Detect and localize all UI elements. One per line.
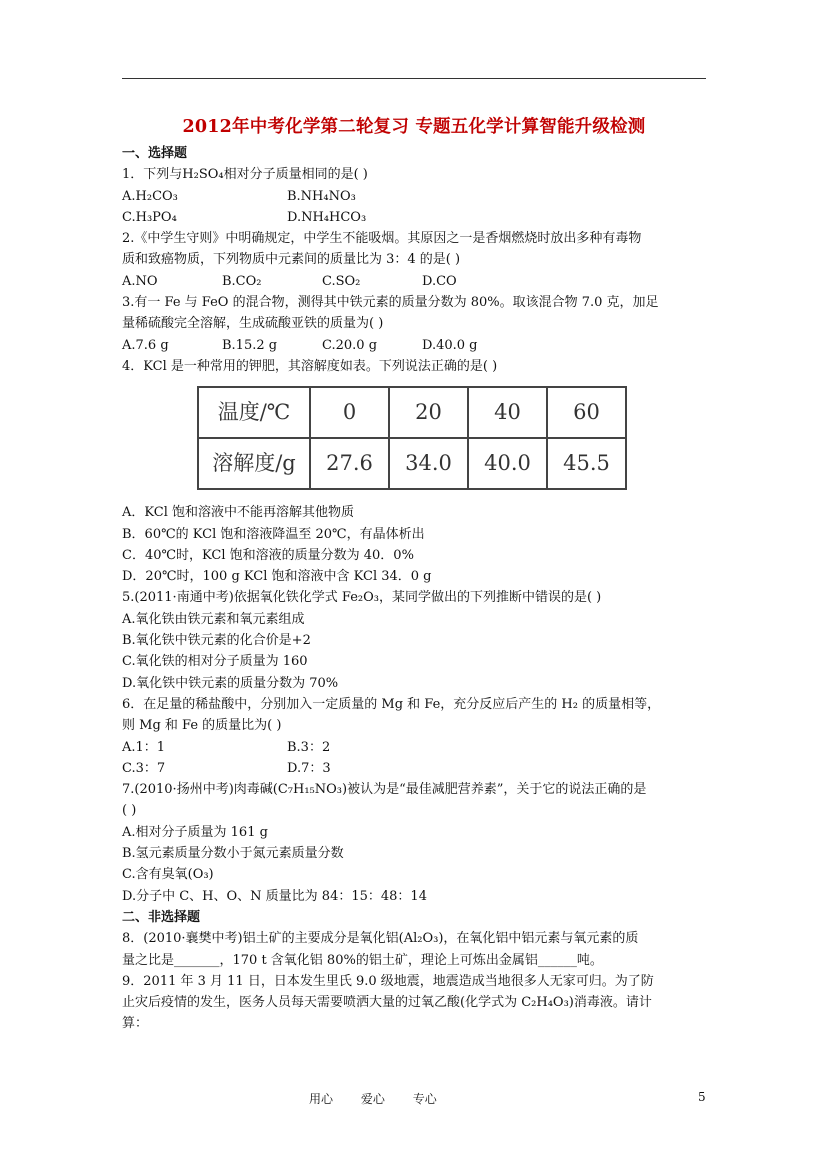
question-7-line1: 7.(2010·扬州中考)肉毒碱(C₇H₁₅NO₃)被认为是“最佳减肥营养素”，关于它的说法正确的是 xyxy=(122,782,647,798)
question-3-options xyxy=(122,335,708,356)
question-2-options xyxy=(122,271,708,292)
table-cell: 27.6 xyxy=(310,438,389,489)
table-cell: 60 xyxy=(547,387,626,438)
option-d: D.40.0 g xyxy=(422,337,478,353)
question-4: 4．KCl 是一种常用的钾肥，其溶解度如表。下列说法正确的是( ) xyxy=(122,358,498,374)
question-1-options-row2 xyxy=(122,207,708,228)
table-cell: 20 xyxy=(389,387,468,438)
option-d: D.CO xyxy=(422,273,457,289)
option-b: B.15.2 g xyxy=(222,337,278,353)
question-8-line1: 8．(2010·襄樊中考)铝土矿的主要成分是氧化铝(Al₂O₃)，在氧化铝中铝元素与氧元素的质 xyxy=(122,931,639,947)
option-a: A.相对分子质量为 161 g xyxy=(122,824,268,840)
option-d: D.分子中 C、H、O、N 质量比为 84：15：48：14 xyxy=(122,888,427,904)
option-b: B.3：2 xyxy=(287,739,331,755)
question-2-line1: 2.《中学生守则》中明确规定，中学生不能吸烟。其原因之一是香烟燃烧时放出多种有毒物 xyxy=(122,231,642,247)
footer-slogan xyxy=(309,1090,461,1107)
option-d: D.氧化铁中铁元素的质量分数为 70% xyxy=(122,675,339,691)
solubility-table xyxy=(197,386,627,490)
option-b: B.NH₄NO₃ xyxy=(287,188,356,204)
question-8-line2: 量之比是_______，170 t 含氧化铝 80%的铝土矿，理论上可炼出金属铝______吨。 xyxy=(122,952,603,968)
question-5: 5.(2011·南通中考)依据氧化铁化学式 Fe₂O₃，某同学做出的下列推断中错误的是( ) xyxy=(122,590,602,606)
question-6-options-row2 xyxy=(122,758,708,779)
section-heading: 二、非选择题 xyxy=(122,909,201,925)
option-a: A.NO xyxy=(122,273,158,289)
footer-word: 爱心 xyxy=(360,1092,385,1106)
option-b: B．60℃的 KCl 饱和溶液降温至 20℃，有晶体析出 xyxy=(122,526,425,542)
option-a: A．KCl 饱和溶液中不能再溶解其他物质 xyxy=(122,505,354,521)
option-c: C.H₃PO₄ xyxy=(122,209,177,225)
option-c: C.20.0 g xyxy=(322,337,378,353)
question-9-line1: 9．2011 年 3 月 11 日，日本发生里氏 9.0 级地震，地震造成当地很多人无家可归。为了防 xyxy=(122,973,654,989)
footer-word: 用心 xyxy=(309,1092,334,1106)
table-cell: 0 xyxy=(310,387,389,438)
table-header-temperature: 温度/℃ xyxy=(198,387,310,438)
question-1: 1．下列与H₂SO₄相对分子质量相同的是( ) xyxy=(122,167,368,183)
question-6-line2: 则 Mg 和 Fe 的质量比为( ) xyxy=(122,718,282,734)
option-a: A.7.6 g xyxy=(122,337,169,353)
question-3-line2: 量稀硫酸完全溶解，生成硫酸亚铁的质量为( ) xyxy=(122,316,384,332)
table-header-solubility: 溶解度/g xyxy=(198,438,310,489)
section-heading: 一、选择题 xyxy=(122,146,188,161)
table-cell: 45.5 xyxy=(547,438,626,489)
option-a: A.H₂CO₃ xyxy=(122,188,178,204)
question-9-line3: 算： xyxy=(122,1016,149,1032)
question-7-line2: ( ) xyxy=(122,803,137,819)
option-a: A.氧化铁由铁元素和氧元素组成 xyxy=(122,611,305,627)
question-6-options-row1 xyxy=(122,737,708,758)
footer-word: 专心 xyxy=(412,1092,437,1106)
solubility-table-wrapper xyxy=(197,386,708,496)
question-1-options-row1 xyxy=(122,186,708,207)
option-b: B.CO₂ xyxy=(222,273,262,289)
table-cell: 40.0 xyxy=(468,438,547,489)
table-row-temperature xyxy=(198,387,626,438)
option-c: C．40℃时，KCl 饱和溶液的质量分数为 40．0% xyxy=(122,547,414,563)
question-2-line2: 质和致癌物质，下列物质中元素间的质量比为 3：4 的是( ) xyxy=(122,252,461,268)
option-b: B.氧化铁中铁元素的化合价是+2 xyxy=(122,633,311,649)
exam-content xyxy=(122,143,708,1035)
header-rule xyxy=(122,78,706,79)
option-b: B.氢元素质量分数小于氮元素质量分数 xyxy=(122,846,344,862)
page-number: 5 xyxy=(698,1090,706,1104)
option-c: C.含有臭氧(O₃) xyxy=(122,867,214,883)
page-title: 2012年中考化学第二轮复习 专题五化学计算智能升级检测 xyxy=(182,117,646,137)
question-9-line2: 止灾后疫情的发生，医务人员每天需要喷洒大量的过氧乙酸(化学式为 C₂H₄O₃)消毒液。请计 xyxy=(122,995,652,1011)
option-c: C.SO₂ xyxy=(322,273,361,289)
question-3-line1: 3.有一 Fe 与 FeO 的混合物，测得其中铁元素的质量分数为 80%。取该混合物 7.0 克，加足 xyxy=(122,295,659,311)
table-cell: 40 xyxy=(468,387,547,438)
option-a: A.1：1 xyxy=(122,739,166,755)
table-cell: 34.0 xyxy=(389,438,468,489)
option-c: C.3：7 xyxy=(122,760,166,776)
table-row-solubility xyxy=(198,438,626,489)
option-d: D.7：3 xyxy=(287,760,331,776)
question-6-line1: 6．在足量的稀盐酸中，分别加入一定质量的 Mg 和 Fe，充分反应后产生的 H₂ 的质量相等， xyxy=(122,696,661,712)
option-d: D.NH₄HCO₃ xyxy=(287,209,367,225)
option-d: D．20℃时，100 g KCl 饱和溶液中含 KCl 34．0 g xyxy=(122,569,432,585)
option-c: C.氧化铁的相对分子质量为 160 xyxy=(122,654,308,670)
